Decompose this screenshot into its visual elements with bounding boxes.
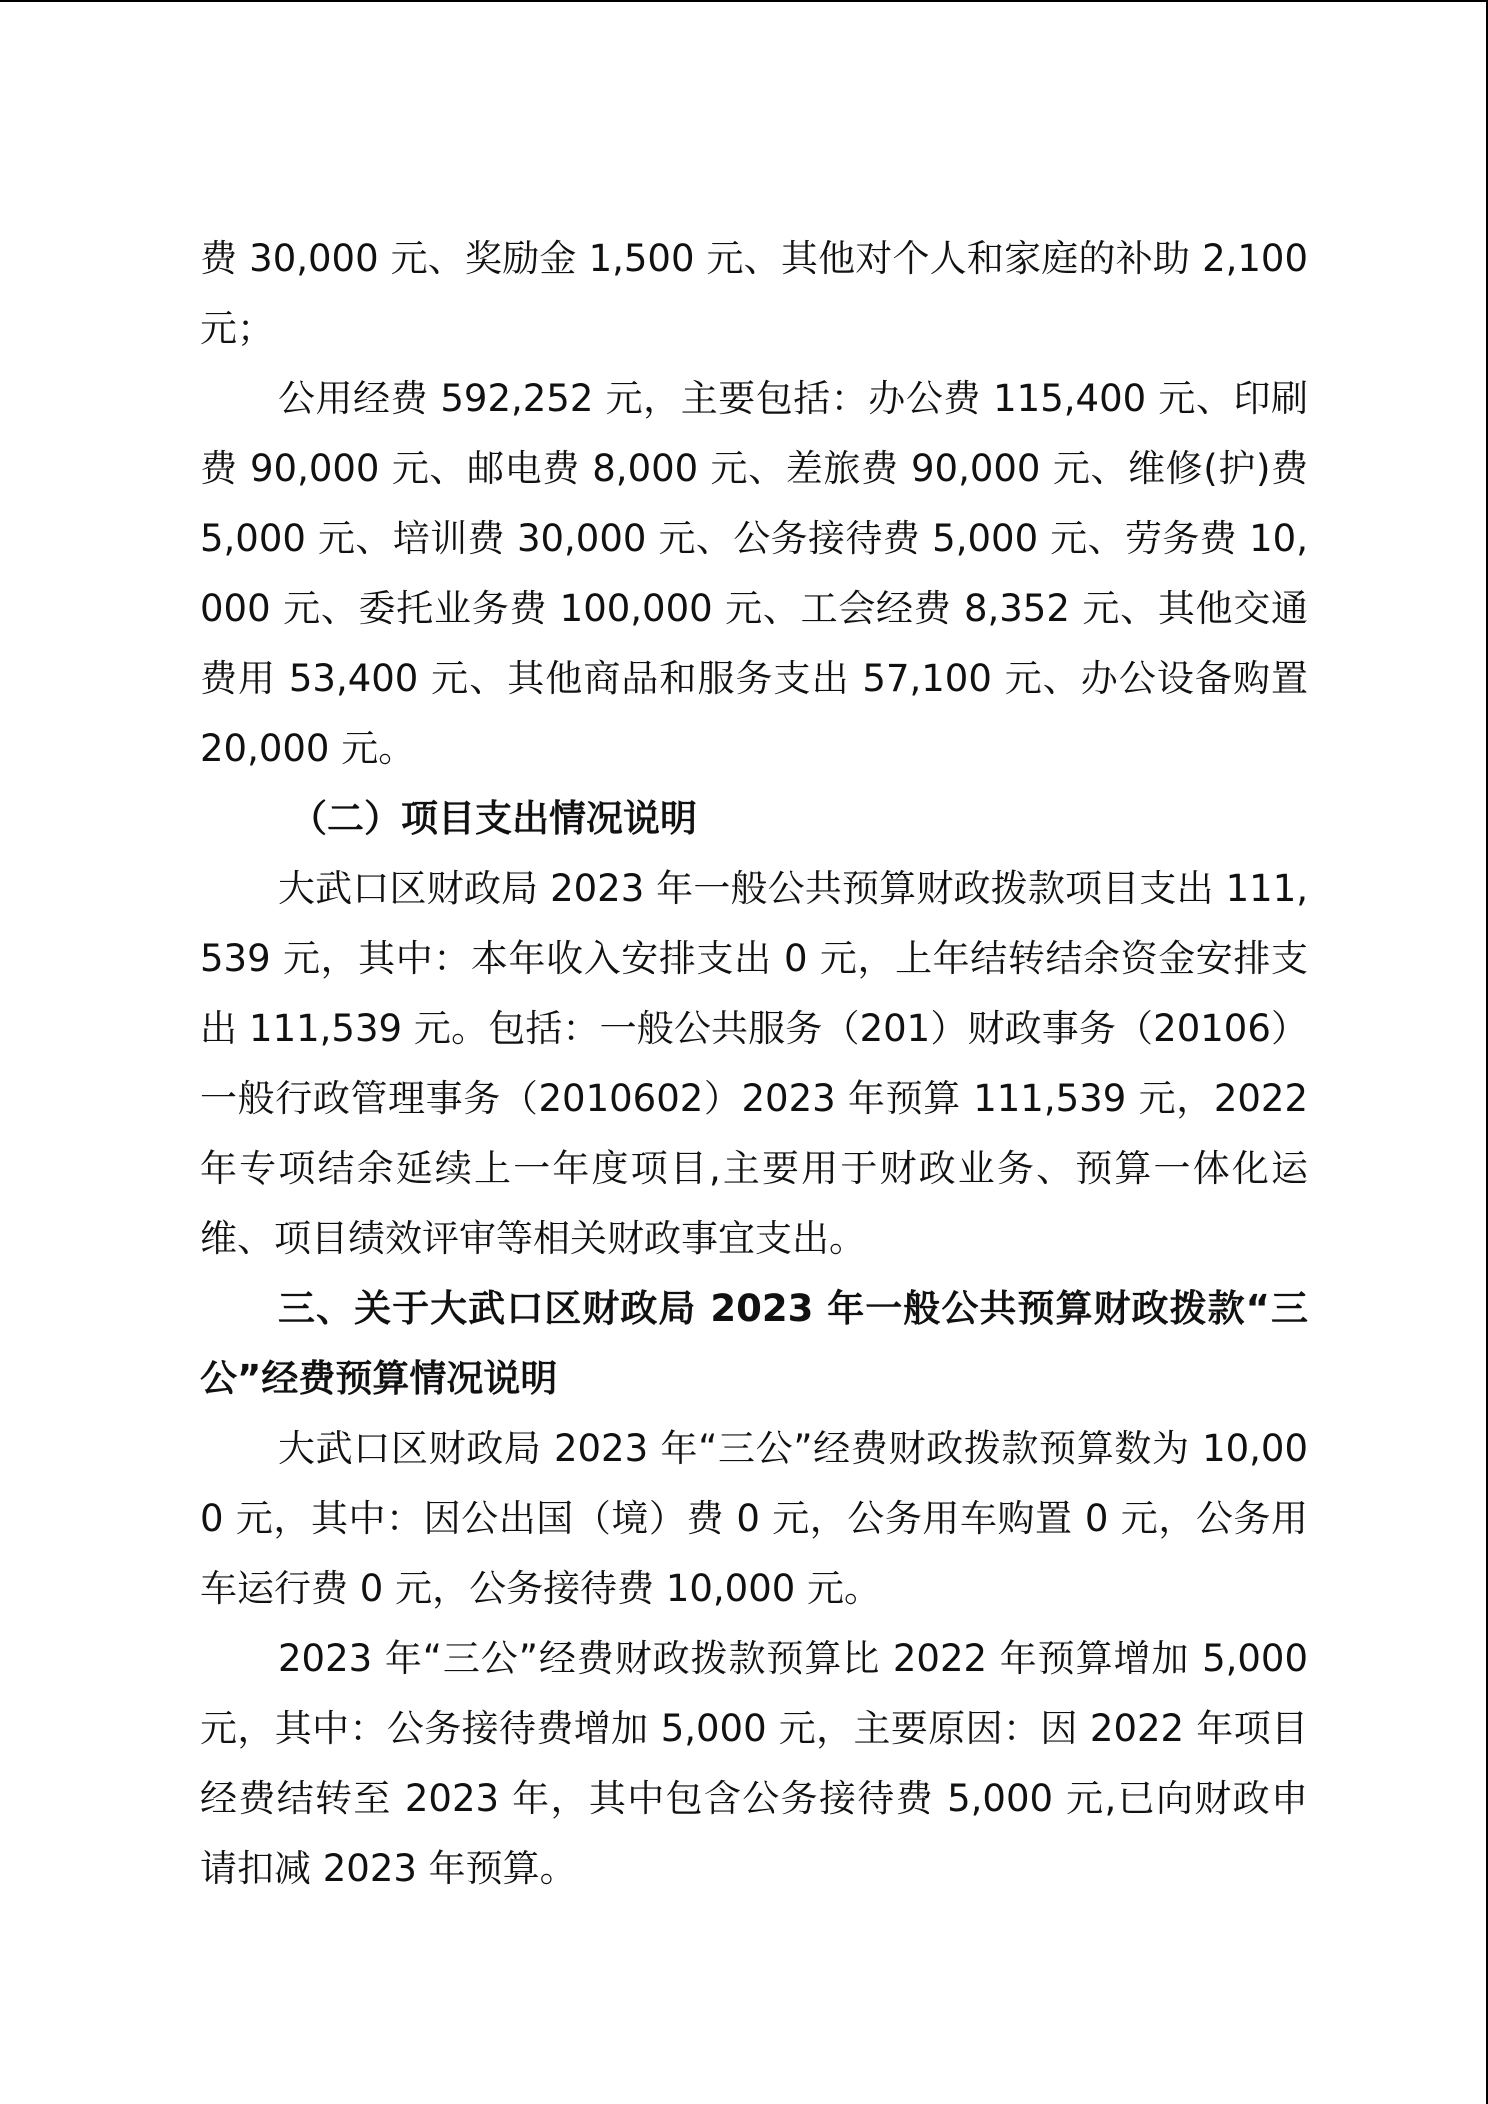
heading-three-public-expenses: 三、关于大武口区财政局 2023 年一般公共预算财政拨款“三公”经费预算情况说明 [200, 1287, 1308, 1400]
paragraph-personal-subsidy-continuation: 费 30,000 元、奖励金 1,500 元、其他对个人和家庭的补助 2,100 元； [200, 237, 1308, 350]
paragraph-three-public-budget: 大武口区财政局 2023 年“三公”经费财政拨款预算数为 10,000 元，其中：因公出国（境）费 0 元，公务用车购置 0 元，公务用车运行费 0 元，公务接待费 10,000 元。 [200, 1427, 1308, 1610]
heading-project-expenditure: （二）项目支出情况说明 [290, 797, 697, 840]
paragraph-three-public-comparison: 2023 年“三公”经费财政拨款预算比 2022 年预算增加 5,000 元，其中：公务接待费增加 5,000 元，主要原因：因 2022 年项目经费结转至 2023 年，其中包含公务接待费 5,000 元,已向财政申请扣减 2023 年预算。 [200, 1637, 1308, 1890]
paragraph-project-expenditure: 大武口区财政局 2023 年一般公共预算财政拨款项目支出 111,539 元，其中：本年收入安排支出 0 元，上年结转结余资金安排支出 111,539 元。包括：一般公共服务（201）财政事务（20106）一般行政管理事务（2010602）2023 年预算 111,539 元，2022 年专项结余延续上一年度项目,主要用于财政业务、预算一体化运维、项目绩效评审等相关财政事宜支出。 [200, 867, 1308, 1260]
paragraph-public-expenses: 公用经费 592,252 元，主要包括：办公费 115,400 元、印刷费 90,000 元、邮电费 8,000 元、差旅费 90,000 元、维修(护)费 5,000 元、培训费 30,000 元、公务接待费 5,000 元、劳务费 10,000 元、委托业务费 100,000 元、工会经费 8,352 元、其他交通费用 53,400 元、其他商品和服务支出 57,100 元、办公设备购置 20,000 元。 [200, 377, 1308, 770]
document-body [200, 224, 1308, 1904]
